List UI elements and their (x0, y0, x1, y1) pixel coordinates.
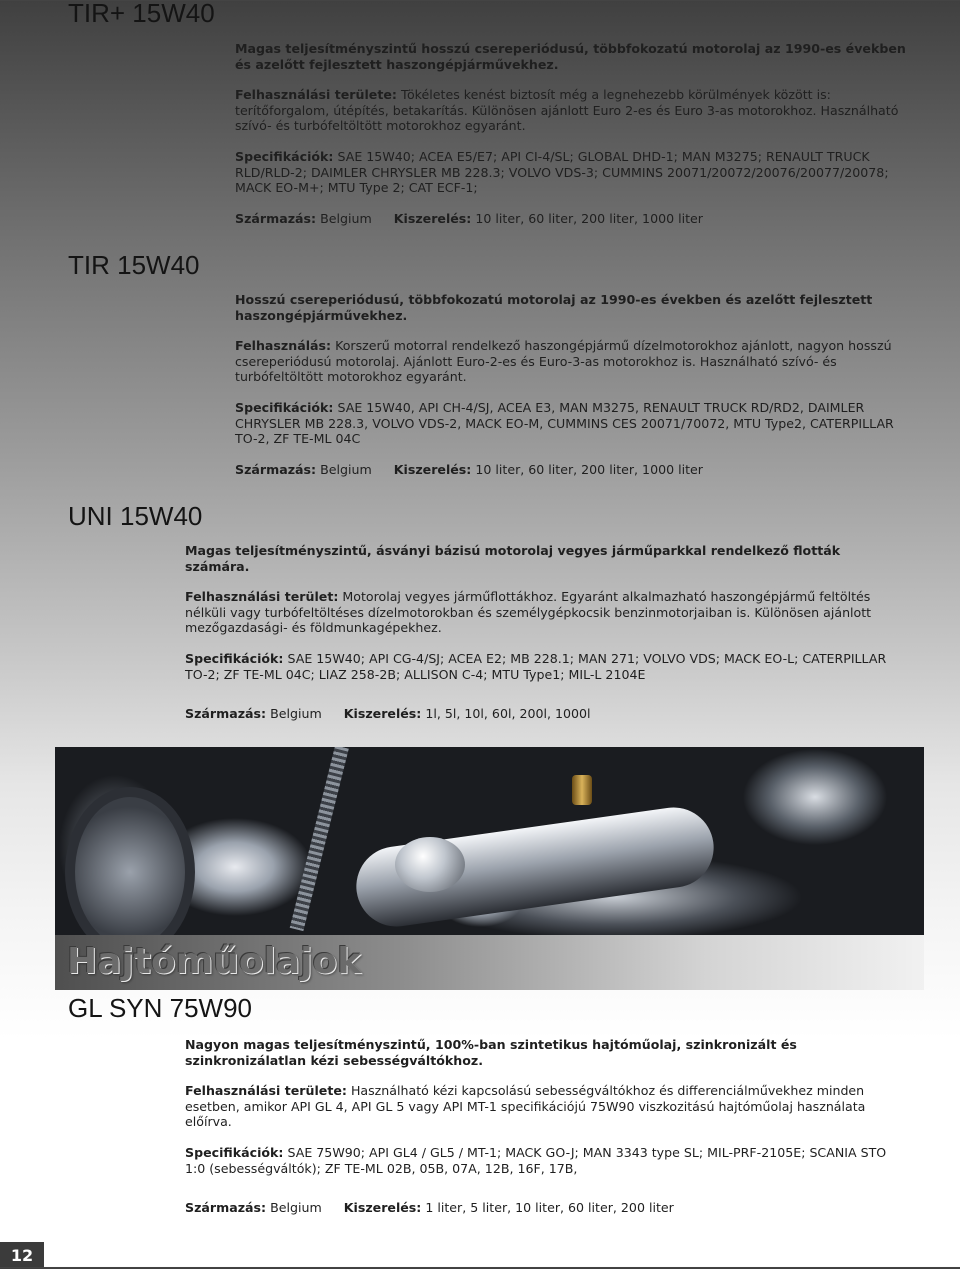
product-usage (235, 87, 910, 134)
spec-text: SAE 75W90; API GL4 / GL5 / MT-1; MACK GO-J; MAN 3343 type SL; MIL-PRF-2105E; SCANIA STO 1:0 (sebességváltók); ZF TE-ML 02B, 05B, 07A, 12B, 16F, 17B, (185, 1144, 887, 1176)
product-specs (185, 651, 895, 682)
product-specs (235, 400, 900, 447)
product-title-tir-plus: TIR+ 15W40 (68, 0, 215, 28)
usage-label: Felhasználási területe: (185, 1083, 347, 1099)
product-specs (235, 149, 910, 196)
spec-label: Specifikációk: (185, 650, 284, 666)
spec-text: SAE 15W40, API CH-4/SJ, ACEA E3, MAN M3275, RENAULT TRUCK RD/RD2, DAIMLER CHRYSLER MB 228.3, VOLVO VDS-2, MACK EO-M, CUMMINS CES 20071/70072, MTU Type2, CATERPILLAR TO-2, ZF TE-ML 04C (235, 399, 894, 447)
packaging-value: 1l, 5l, 10l, 60l, 200l, 1000l (425, 706, 591, 722)
packaging-label: Kiszerelés: (343, 1200, 422, 1216)
engine-hose (290, 747, 349, 931)
product-origin-packaging (235, 462, 900, 478)
usage-label: Felhasználási terület: (185, 589, 339, 605)
engine-photo (55, 747, 924, 935)
product-intro: Magas teljesítményszintű, ásványi bázisú motorolaj vegyes járműparkkal rendelkező flották számára. (185, 543, 841, 574)
origin-label: Származás: (235, 461, 317, 477)
product-origin-packaging (185, 1200, 910, 1216)
engine-pulley (65, 787, 195, 935)
product-origin-packaging (235, 211, 910, 227)
origin-value: Belgium (270, 1200, 322, 1216)
section-banner (55, 935, 924, 990)
origin-value: Belgium (270, 706, 322, 722)
spec-text: SAE 15W40; ACEA E5/E7; API CI-4/SL; GLOBAL DHD-1; MAN M3275; RENAULT TRUCK RLD/RLD-2; DAIMLER CHRYSLER MB 228.3; VOLVO VDS-3; CUMMINS 20071/20072/20076/20077/20078; MACK EO-M+; MTU Type 2; CAT ECF-1; (235, 148, 889, 196)
spec-label: Specifikációk: (235, 148, 334, 164)
product-title-gl-syn: GL SYN 75W90 (68, 993, 253, 1023)
page-number: 12 (0, 1242, 44, 1267)
packaging-label: Kiszerelés: (343, 706, 422, 722)
packaging-label: Kiszerelés: (393, 461, 472, 477)
section-banner-title: Hajtóműolajok (67, 941, 362, 982)
packaging-value: 10 liter, 60 liter, 200 liter, 1000 liter (475, 210, 703, 226)
usage-label: Felhasználás: (235, 338, 332, 354)
oil-cap (395, 837, 465, 892)
origin-value: Belgium (320, 461, 372, 477)
usage-text: Motorolaj vegyes járműflottákhoz. Egyaránt alkalmazható haszongépjármű feltöltés nélküli vagy turbófeltöltéses dízelmotorokban és személygépkocsik benzinmotorjaiban is. Különösen ajánlott mezőgazdasági- és földmunkagépekhez. (185, 589, 872, 636)
spec-text: SAE 15W40; API CG-4/SJ; ACEA E2; MB 228.1; MAN 271; VOLVO VDS; MACK EO-L; CATERPILLAR TO-2; ZF TE-ML 04C; LIAZ 258-2B; ALLISON C-4; MTU Type1; MIL-L 2104E (185, 650, 887, 682)
product-intro: Magas teljesítményszintű hosszú csereperiódusú, többfokozatú motorolaj az 1990-es években és azelőtt fejlesztett haszongépjárművekhez. (235, 41, 906, 72)
brass-fitting (572, 775, 592, 805)
packaging-value: 10 liter, 60 liter, 200 liter, 1000 liter (475, 461, 703, 477)
product-specs (185, 1145, 910, 1176)
product-usage (235, 338, 900, 385)
product-block-uni (185, 543, 895, 722)
usage-text: Korszerű motorral rendelkező haszongépjármű dízelmotorokhoz ajánlott, nagyon hosszú csereperiódusú motorolaj. Ajánlott Euro-2-es és Euro-3-as motorokhoz is. Használható szívó- és turbófeltöltött motorokhoz egyaránt. (235, 338, 892, 385)
usage-text: Használható kézi kapcsolású sebességváltókhoz és differenciálművekhez minden esetben, amikor API GL 4, API GL 5 vagy API MT-1 specifikációjú 75W90 viszkozitású hajtóműolaj használata előírva. (185, 1083, 866, 1130)
product-usage (185, 589, 895, 636)
packaging-value: 1 liter, 5 liter, 10 liter, 60 liter, 200 liter (425, 1200, 674, 1216)
product-title-uni: UNI 15W40 (68, 501, 203, 531)
product-intro: Nagyon magas teljesítményszintű, 100%-ban szintetikus hajtóműolaj, szinkronizált és szinkronizálatlan kézi sebességváltókhoz. (185, 1037, 797, 1068)
product-block-tir (235, 292, 900, 477)
usage-text: Tökéletes kenést biztosít még a legnehezebb körülmények között is: terítőforgalom, útépítés, betakarítás. Különösen ajánlott Euro 2-es és Euro 3-as motorokhoz. Használható szívó- és turbófeltöltött motorokhoz egyaránt. (235, 87, 899, 134)
usage-label: Felhasználási területe: (235, 87, 397, 103)
spec-label: Specifikációk: (185, 1144, 284, 1160)
origin-value: Belgium (320, 210, 372, 226)
origin-label: Származás: (235, 210, 317, 226)
spec-label: Specifikációk: (235, 399, 334, 415)
product-block-gl-syn (185, 1037, 910, 1216)
product-title-tir: TIR 15W40 (68, 250, 200, 280)
product-usage (185, 1083, 910, 1130)
origin-label: Származás: (185, 706, 267, 722)
packaging-label: Kiszerelés: (393, 210, 472, 226)
product-block-tir-plus (235, 41, 910, 226)
product-intro: Hosszú csereperiódusú, többfokozatú motorolaj az 1990-es években és azelőtt fejlesztett haszongépjárművekhez. (235, 292, 873, 323)
origin-label: Származás: (185, 1200, 267, 1216)
product-origin-packaging (185, 706, 895, 722)
